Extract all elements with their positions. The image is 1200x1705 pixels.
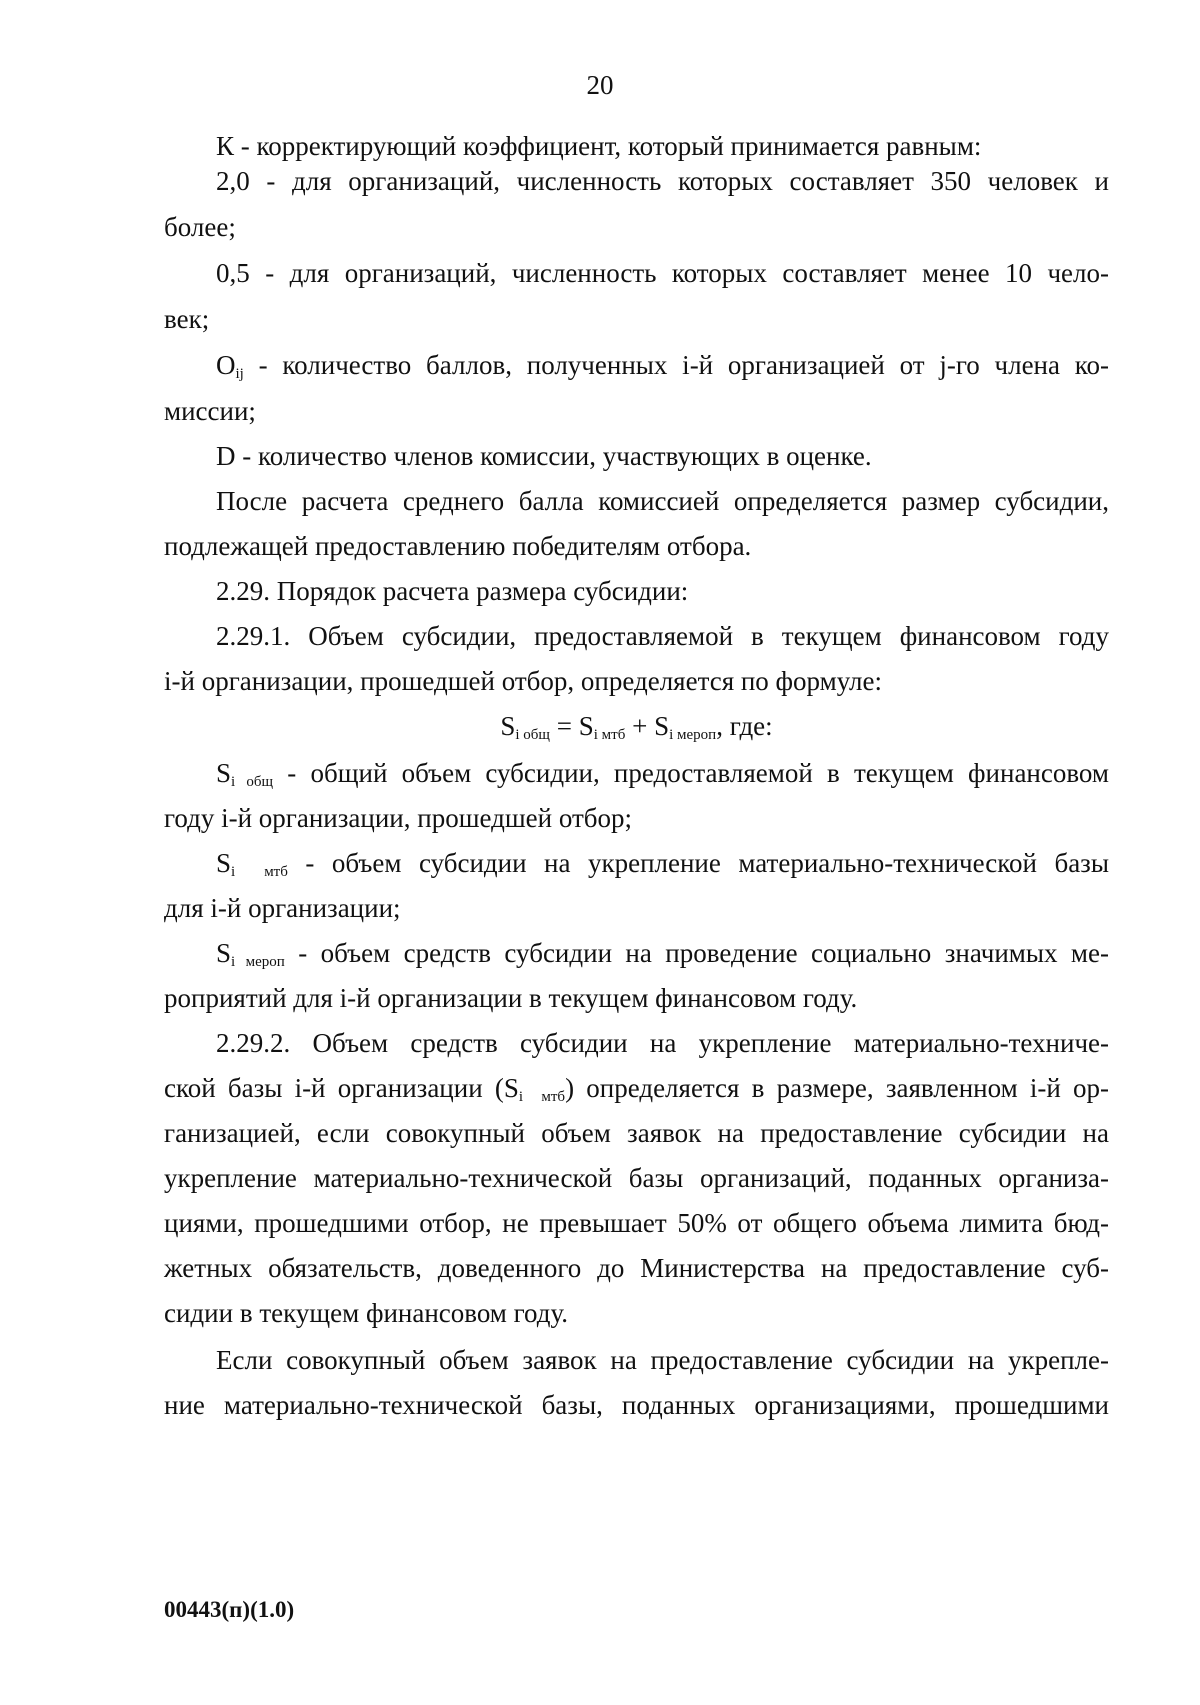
paragraph-after-line1: После расчета среднего балла комиссией определяется размер субсидии, bbox=[216, 486, 1109, 516]
paragraph-last-line1: Если совокупный объем заявок на предоставление субсидии на укрепле- bbox=[216, 1345, 1109, 1375]
paragraph-k20-line2: более; bbox=[164, 212, 236, 242]
definition-s-mtb-line1: $S_{i мтб}$ - объем субсидии на укрепление материально-технической базы bbox=[216, 848, 1109, 880]
definition-s-mtb-line2: для i-й организации; bbox=[164, 893, 401, 923]
section-2-29-2-line4: укрепление материально-технической базы организаций, поданных организа- bbox=[164, 1163, 1109, 1193]
paragraph-oij-line1 bbox=[216, 341, 1109, 390]
paragraph-last-line2: ние материально-технической базы, поданных организациями, прошедшими bbox=[164, 1390, 1109, 1420]
oij-text: - количество баллов, полученных i-й организацией от j-го члена ко- bbox=[243, 350, 1109, 380]
paragraph-oij-line2: миссии; bbox=[164, 396, 256, 426]
paragraph-k20-line1: 2,0 - для организаций, численность которых составляет 350 человек и bbox=[216, 166, 1109, 196]
oij-subscript: ij bbox=[235, 366, 244, 382]
section-2-29-1-line1: 2.29.1. Объем субсидии, предоставляемой в текущем финансовом году bbox=[216, 621, 1109, 651]
paragraph-d-definition: D - количество членов комиссии, участвующих в оценке. bbox=[216, 441, 872, 471]
definition-s-obsh-line2: году i-й организации, прошедшей отбор; bbox=[164, 803, 633, 833]
section-2-29-2-line5: циями, прошедшими отбор, не превышает 50% от общего объема лимита бюд- bbox=[164, 1208, 1109, 1238]
formula-subsidy-total: $S_{i общ} = S_{i мтб} + S_{i мероп}$, где: bbox=[500, 711, 773, 743]
definition-s-obsh-line1: $S_{i общ}$ - общий объем субсидии, предоставляемой в текущем финансовом bbox=[216, 758, 1109, 790]
section-2-29-2-line1: 2.29.2. Объем средств субсидии на укрепление материально-техниче- bbox=[216, 1028, 1109, 1058]
paragraph-k05-line2: век; bbox=[164, 304, 210, 334]
paragraph-k-definition: К - корректирующий коэффициент, который принимается равным: bbox=[216, 131, 982, 161]
page-number: 20 bbox=[586, 70, 614, 100]
paragraph-k05-line1: 0,5 - для организаций, численность которых составляет менее 10 чело- bbox=[216, 258, 1109, 288]
definition-s-merop-line2: роприятий для i-й организации в текущем финансовом году. bbox=[164, 983, 858, 1013]
document-code-footer: 00443(п)(1.0) bbox=[164, 1597, 295, 1622]
paragraph-after-line2: подлежащей предоставлению победителям отбора. bbox=[164, 531, 752, 561]
section-2-29-heading: 2.29. Порядок расчета размера субсидии: bbox=[216, 576, 689, 606]
section-2-29-2-line2: ской базы i-й организации $(S_{i мтб})$ определяется в размере, заявленном i-й ор- bbox=[164, 1073, 1110, 1105]
oij-symbol: O bbox=[216, 350, 236, 380]
definition-s-merop-line1: $S_{i мероп}$ - объем средств субсидии на проведение социально значимых ме- bbox=[216, 938, 1109, 970]
section-2-29-2-line7: сидии в текущем финансовом году. bbox=[164, 1298, 569, 1328]
section-2-29-1-line2: i-й организации, прошедшей отбор, определяется по формуле: bbox=[164, 666, 883, 696]
section-2-29-2-line3: ганизацией, если совокупный объем заявок на предоставление субсидии на bbox=[164, 1118, 1109, 1148]
section-2-29-2-line6: жетных обязательств, доведенного до Министерства на предоставление суб- bbox=[164, 1253, 1109, 1283]
